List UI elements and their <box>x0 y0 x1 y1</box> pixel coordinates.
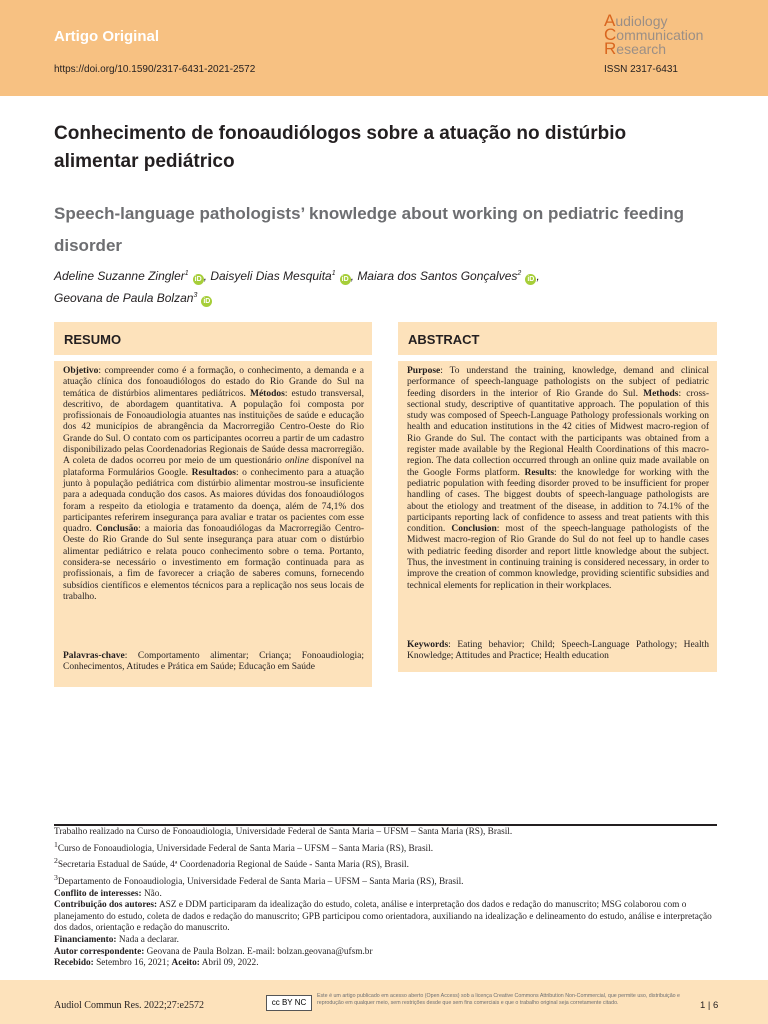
cc-license-icon[interactable]: cc BY NC <box>266 995 312 1011</box>
divider <box>54 355 372 361</box>
orcid-icon[interactable]: iD <box>527 276 535 283</box>
doi-link[interactable]: https://doi.org/10.1590/2317-6431-2021-2572 <box>54 64 256 75</box>
footnotes <box>54 827 717 970</box>
resumo-box <box>54 322 372 687</box>
resumo-keywords: Palavras-chave: Comportamento alimentar; Criança; Fonoaudiologia; Conhecimentos, Atitudes e Prática em Saúde; Educação em Saúde <box>63 651 364 673</box>
issn: ISSN 2317-6431 <box>604 64 678 75</box>
resumo-heading: RESUMO <box>64 332 122 347</box>
license-text: Este é um artigo publicado em acesso aberto (Open Access) sob a licença Creative Commons Attribution Non-Commercial, que permite uso, distribuição e reprodução em qualquer meio, sem restrições desde que sem fins comerciais e que o trabalho original seja corretamente citado. <box>317 993 681 1006</box>
abstract-heading: ABSTRACT <box>408 332 480 347</box>
footnote-conflict: Conflito de interesses: Não. <box>54 888 162 899</box>
author-list: Adeline Suzanne Zingler$^1$iD , Daisyeli Dias Mesquita$^1$iD , Maiara dos Santos Gonçalves$^2$iD , Geovana de Paula Bolzan$^3$iD <box>54 269 540 305</box>
footnote-dates: Recebido: Setembro 16, 2021; Aceito: Abril 09, 2022. <box>54 958 259 969</box>
orcid-icon[interactable]: iD <box>341 276 349 283</box>
footnote-correspondence: Autor correspondente: Geovana de Paula Bolzan. E-mail: bolzan.geovana@ufsm.br <box>54 946 373 957</box>
footnote-aff1: $^1$Curso de Fonoaudiologia, Universidade Federal de Santa Maria – UFSM – Santa Maria (RS), Brasil. <box>54 839 434 854</box>
footer-band <box>0 980 768 1024</box>
header-band <box>0 0 768 96</box>
footnote-aff3: $^3$Departamento de Fonoaudiologia, Universidade Federal de Santa Maria – UFSM – Santa Maria (RS), Brasil. <box>54 872 464 888</box>
journal-reference: Audiol Commun Res. 2022;27:e2572 <box>54 1000 204 1011</box>
footnote-contributions: Contribuição dos autores: ASZ e DDM participaram da idealização do estudo, coleta, análise e interpretação dos dados e redação do manuscrito; MSG colaborou com o planejamento do estudo, coleta de dados e redação do manuscrito; GPB participou como orientadora, auxiliando na idealização e delineamento do estudo, análise e interpretação dos dados, orientação e redação do manuscrito. <box>54 900 712 934</box>
footnote-work: Trabalho realizado na Curso de Fonoaudiologia, Universidade Federal de Santa Maria – UFSM – Santa Maria (RS), Brasil. <box>54 827 513 837</box>
abstract-text: Purpose: To understand the training, knowledge, demand and clinical performance of speech-language pathologists on the subject of pediatric feeding disorders in the interior of Rio Grande do Sul. Methods: cross-sectional study, descriptive of quantitative approach. The population of this study was composed of Speech-Language Pathology professionals working on health and education institutions in the 42 cities of Midwest macro-region of Rio Grande do Sul. The contact with the participants was obtained from a register made available by the Regional Health Coordinations of this macro-region. The data collection occurred through an online quiz made available on the Google Forms platform. Results: the knowledge for working with the pediatric population with feeding disorder proved to be insufficient for proper handling of cases. The biggest doubts of speech-language pathologists are about the etiology and treatment of the disease, in addition to 74.1% of the participants reporting lack of confidence to assess and treat patients with this condition. Conclusion: most of the speech-language pathologists of the Midwest macro-region of Rio Grande do Sul do not feel up to handle cases with pediatric feeding disorder and report little knowledge about the subject. Thus, the investment in continuing training is considered necessary, in order to improve the creation of common knowledge, providing scientific subsidies and technical elements for replication in their workplaces. <box>407 366 710 591</box>
author-name: Daisyeli Dias Mesquita <box>210 269 332 283</box>
section-label: Artigo Original <box>54 28 159 45</box>
abstract-box <box>398 322 717 672</box>
article-title-pt: Conhecimento de fonoaudiólogos sobre a atuação no distúrbio alimentar pediátrico <box>54 123 627 172</box>
resumo-text: Objetivo: compreender como é a formação, o conhecimento, a demanda e a atuação clínica dos fonoaudiólogos do estado do Rio Grande do Sul na temática de distúrbios alimentares pediátricos. Métodos: estudo transversal, descritivo, de abordagem quantitativa. A população foi composta por profissionais de Fonoaudiologia atuantes nas instituições de saúde e educação dos 42 municípios de abrangência da Macrorregião Centro-Oeste do Rio Grande do Sul. O contato com os participantes ocorreu a partir de um cadastro disponibilizado pelas Coordenadorias Regionais de Saúde dessa macrorregião. A coleta de dados ocorreu por meio de um questionário online disponível na plataforma Formulários Google. Resultados: o conhecimento para a atuação junto à população pediátrica com distúrbio alimentar mostrou-se insuficiente para a adequada condução dos casos. As maiores dúvidas dos fonoaudiólogos foram a respeito da etiologia e tratamento da doença, além de 74,1% dos participantes referirem insegurança para avaliar e tratar os pacientes com esse quadro. Conclusão: a maioria das fonoaudiólogas da Macrorregião Centro-Oeste do Rio Grande do Sul sente insegurança para atuar com o distúrbio alimentar pediátrico e relata pouco conhecimento sobre o tema. Portanto, considera-se necessário o investimento em formação continuada para as profissionais, a fim de favorecer a criação de saberes comuns, fornecendo subsídios científicos e elementos técnicos para a replicação nos seus locais de trabalho. <box>63 366 364 602</box>
orcid-icon[interactable]: iD <box>194 276 202 283</box>
journal-logo: Audiology Communication Research <box>604 11 704 58</box>
page-number: 1 | 6 <box>700 1000 719 1011</box>
footnote-aff2: $^2$Secretaria Estadual de Saúde, 4ª Coordenadoria Regional de Saúde - Santa Maria (RS), Brasil. <box>54 856 409 871</box>
abstract-keywords: Keywords: Eating behavior; Child; Speech-Language Pathology; Health Knowledge; Attitudes and Practice; Health education <box>407 640 709 662</box>
author-name: Geovana de Paula Bolzan <box>54 291 194 305</box>
divider <box>398 355 717 361</box>
divider <box>54 824 717 826</box>
orcid-icon[interactable]: iD <box>203 298 211 305</box>
author-name: Adeline Suzanne Zingler <box>54 269 185 283</box>
footnote-funding: Financiamento: Nada a declarar. <box>54 935 179 946</box>
author-name: Maiara dos Santos Gonçalves <box>357 269 518 283</box>
article-title-en: Speech-language pathologists’ knowledge about working on pediatric feeding disorder <box>54 204 685 255</box>
